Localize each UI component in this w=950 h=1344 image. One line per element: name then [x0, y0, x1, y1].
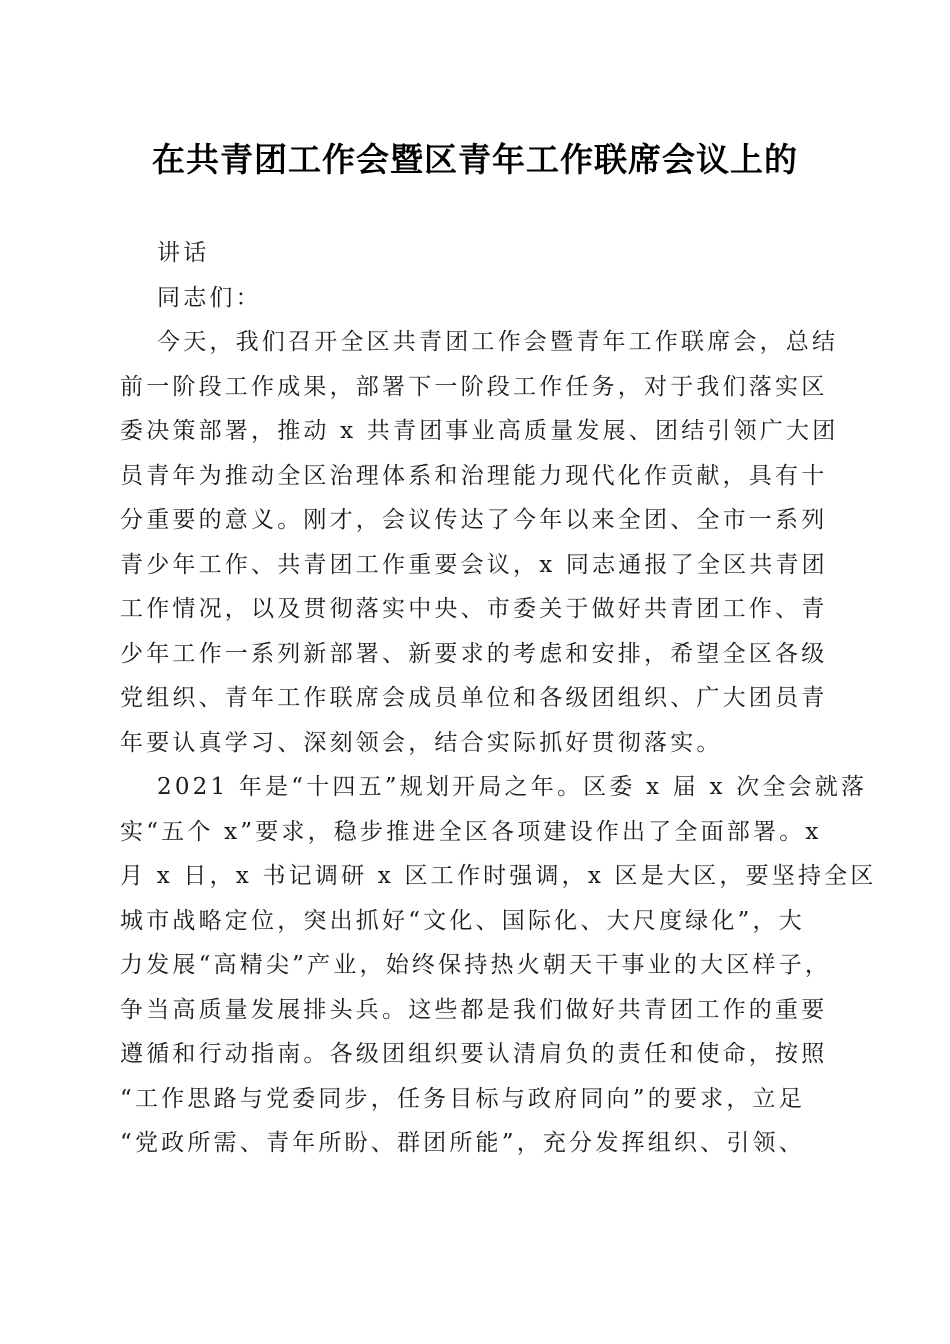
text-line: 员青年为推动全区治理体系和治理能力现代化作贡献，具有十: [120, 462, 828, 489]
text-line: 党组织、青年工作联席会成员单位和各级团组织、广大团员青: [120, 685, 828, 711]
text-line: 少年工作一系列新部署、新要求的考虑和安排，希望全区各级: [120, 640, 828, 667]
text-line: 今天，我们召开全区共青团工作会暨青年工作联席会，总结: [157, 329, 839, 355]
text-line: 2021 年是“十四五”规划开局之年。区委 x 届 x 次全会就落: [157, 774, 868, 800]
text-line: 年要认真学习、深刻领会，结合实际抓好贯彻落实。: [120, 729, 723, 756]
text-line: 分重要的意义。刚才，会议传达了今年以来全团、全市一系列: [120, 507, 828, 533]
text-line: 争当高质量发展排头兵。这些都是我们做好共青团工作的重要: [120, 996, 828, 1023]
text-line: 力发展“高精尖”产业，始终保持热火朝天干事业的大区样子，: [120, 952, 832, 978]
document-body: [120, 231, 877, 1166]
text-line: 同志们：: [157, 284, 262, 311]
text-line: 讲话: [157, 240, 210, 266]
text-line: 工作情况，以及贯彻落实中央、市委关于做好共青团工作、青: [120, 596, 828, 622]
text-line: 遵循和行动指南。各级团组织要认清肩负的责任和使命，按照: [120, 1041, 828, 1067]
text-line: “工作思路与党委同步，任务目标与政府同向”的要求，立足: [120, 1085, 805, 1112]
text-line: 实“五个 x”要求，稳步推进全区各项建设作出了全面部署。x: [120, 818, 822, 845]
text-line: 委决策部署，推动 x 共青团事业高质量发展、团结引领广大团: [120, 418, 839, 444]
text-line: 月 x 日，x 书记调研 x 区工作时强调，x 区是大区，要坚持全区: [120, 863, 877, 889]
text-line: 城市战略定位，突出抓好“文化、国际化、大尺度绿化”，大: [120, 907, 805, 934]
text-line: 青少年工作、共青团工作重要会议，x 同志通报了全区共青团: [120, 551, 828, 578]
text-line: 前一阶段工作成果，部署下一阶段工作任务，对于我们落实区: [120, 373, 828, 400]
text-line: “党政所需、青年所盼、群团所能”，充分发挥组织、引领、: [120, 1130, 805, 1156]
document-title: 在共青团工作会暨区青年工作联席会议上的: [152, 140, 798, 179]
